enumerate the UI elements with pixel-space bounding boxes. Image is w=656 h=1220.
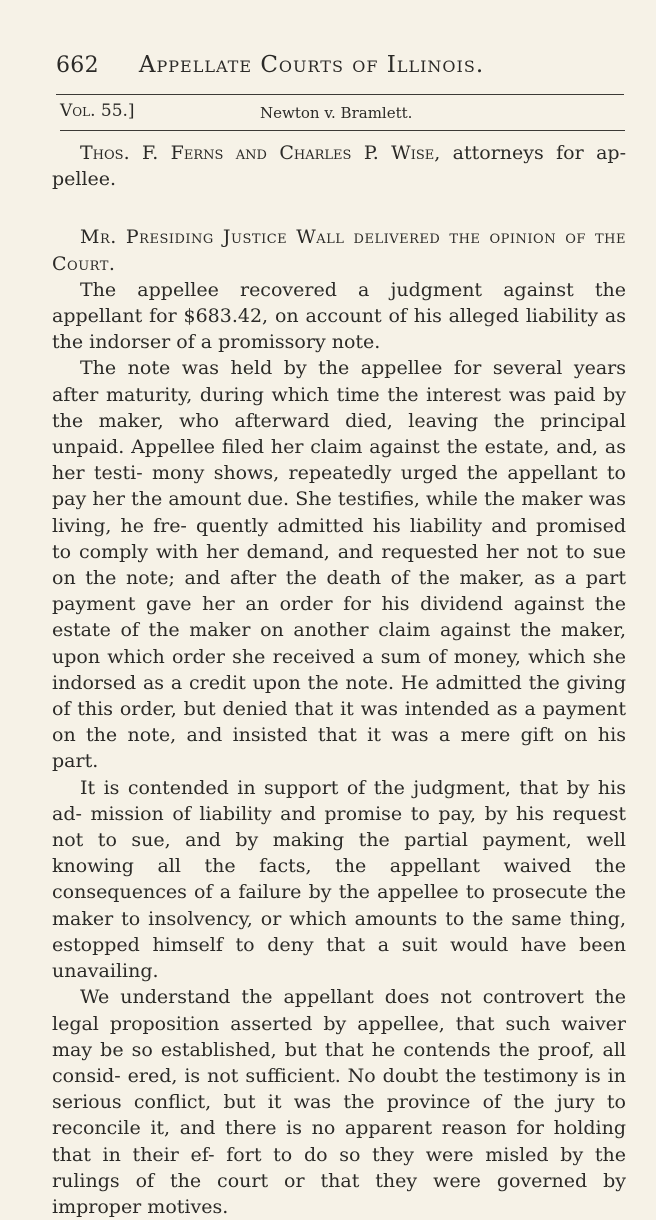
header-rule-top xyxy=(56,94,624,95)
volume-line xyxy=(60,98,620,126)
opinion-heading: Mr. Presiding Justice Wall delivered the opinion of the Court. xyxy=(52,226,626,275)
opinion-body xyxy=(52,140,626,1220)
case-title: Newton v. Bramlett. xyxy=(260,104,413,122)
paragraph: The note was held by the appellee for several years after maturity, during which time the interest was paid by the maker, who afterward died, leaving the principal unpaid. Appellee filed her claim against the estate, and, as her testi- mony shows, repeatedly urged the appellant to pay her the amount due. She testifies, while the maker was living, he fre- quently admitted his liability and promised to comply with her demand, and requested her not to sue on the note; and after the death of the maker, as a part payment gave her an order for his dividend against the estate of the maker on another claim against the maker, upon which order she received a sum of money, which she indorsed as a credit upon the note. He admitted the giving of this order, but denied that it was intended as a payment on the note, and insisted that it was a mere gift on his part. xyxy=(52,357,626,773)
journal-title: Appellate Courts of Illinois. xyxy=(138,52,485,78)
running-head xyxy=(56,52,516,86)
attorney-names: Thos. F. Ferns and Charles P. Wise, xyxy=(80,142,441,164)
header-rule-bottom xyxy=(60,130,625,131)
attorneys-line xyxy=(52,140,626,192)
paragraph: We understand the appellant does not controvert the legal proposition asserted by appellee, that such waiver may be so established, but that he contends the proof, all consid- ered, is not sufficient. No doubt the testimony is in serious conflict, but it was the province of the jury to reconcile it, and there is no apparent reason for holding that in their ef- fort to do so they were misled by the rulings of the court or that they were governed by improper motives. xyxy=(52,986,626,1218)
attorney-role: attorneys for ap- pellee. xyxy=(52,142,626,191)
paragraph: It is contended in support of the judgment, that by his ad- mission of liability and promise to pay, by his request not to sue, and by making the partial payment, well knowing all the facts, the appellant waived the consequences of a failure by the appellee to prosecute the maker to insolvency, or which amounts to the same thing, estopped himself to deny that a suit would have been unavailing. xyxy=(52,776,626,983)
volume-label: Vol. 55.] xyxy=(60,101,135,121)
paragraph: The appellee recovered a judgment against the appellant for $683.42, on account of his alleged liability as the indorser of a promissory note. xyxy=(52,278,626,354)
page-number: 662 xyxy=(56,53,99,78)
